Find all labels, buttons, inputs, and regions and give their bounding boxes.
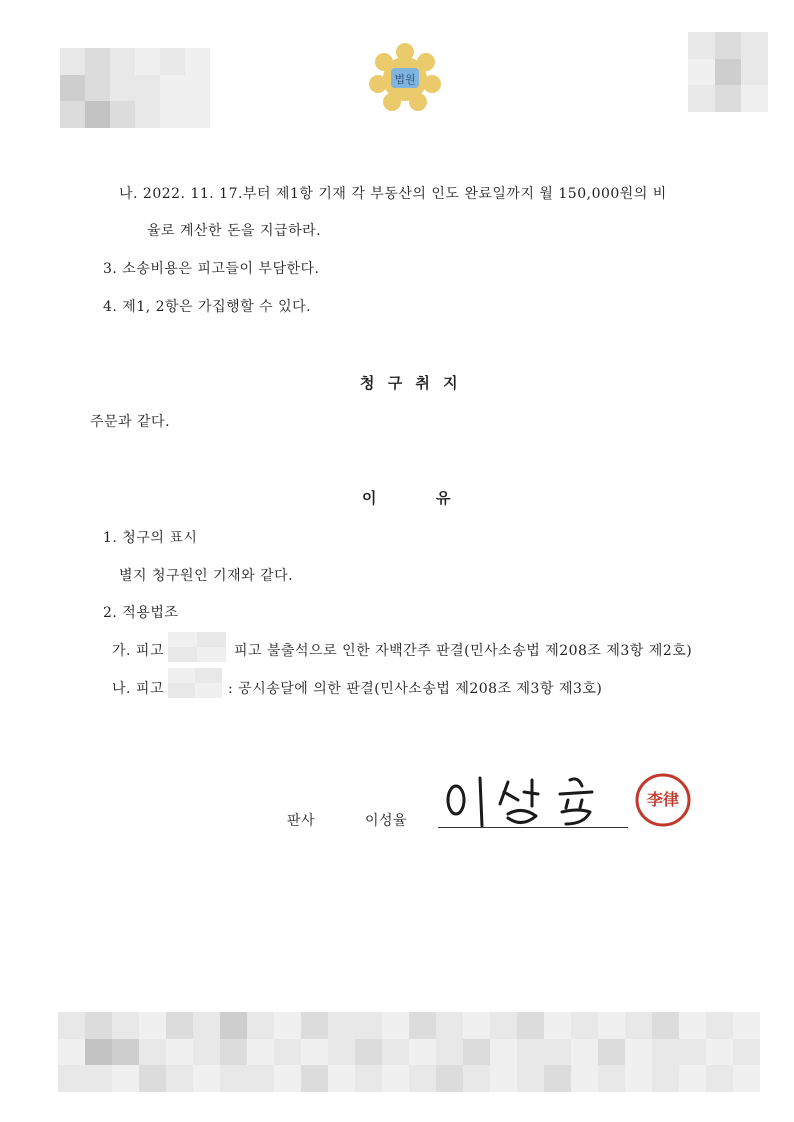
redacted-defendant-ga — [168, 632, 226, 662]
order-item-4: 4. 제1, 2항은 가집행할 수 있다. — [103, 299, 312, 315]
order-item-2-na-line1: 나. 2022. 11. 17.부터 제1항 기재 각 부동산의 인도 완료일까지 월 150,000원의 비 — [119, 186, 667, 202]
court-emblem-icon — [366, 40, 444, 118]
signature-line — [438, 827, 628, 828]
claim-text: 주문과 같다. — [90, 414, 171, 430]
reason-heading-right: 유 — [436, 489, 455, 507]
judge-name: 이성율 — [365, 813, 408, 829]
handwritten-signature — [442, 770, 632, 830]
redacted-block-top-left — [60, 48, 210, 128]
reason-heading-left: 이 — [362, 489, 381, 507]
order-item-2-na-line2: 율로 계산한 돈을 지급하라. — [147, 223, 322, 239]
redacted-block-bottom — [58, 1012, 760, 1092]
reason-item-1-text: 별지 청구원인 기재와 같다. — [119, 568, 294, 584]
reason-item-2-ga-suffix: 피고 불출석으로 인한 자백간주 판결(민사소송법 제208조 제3항 제2호) — [234, 643, 693, 659]
redacted-defendant-na — [168, 668, 222, 698]
court-emblem — [366, 40, 444, 118]
reason-item-2-na-suffix: : 공시송달에 의한 판결(민사소송법 제208조 제3항 제3호) — [228, 681, 603, 697]
reason-item-2: 2. 적용법조 — [103, 605, 179, 621]
emblem-label: 법원 — [394, 73, 416, 86]
redacted-block-top-right — [688, 32, 768, 112]
reason-item-1: 1. 청구의 표시 — [103, 530, 198, 546]
judge-seal — [634, 772, 692, 828]
reason-item-2-na-prefix: 나. 피고 — [112, 681, 164, 697]
order-item-3: 3. 소송비용은 피고들이 부담한다. — [103, 261, 320, 277]
judge-title: 판사 — [287, 813, 316, 829]
claim-heading: 청 구 취 지 — [360, 374, 462, 392]
reason-item-2-ga-prefix: 가. 피고 — [112, 643, 164, 659]
seal-text: 李律 — [646, 790, 680, 809]
